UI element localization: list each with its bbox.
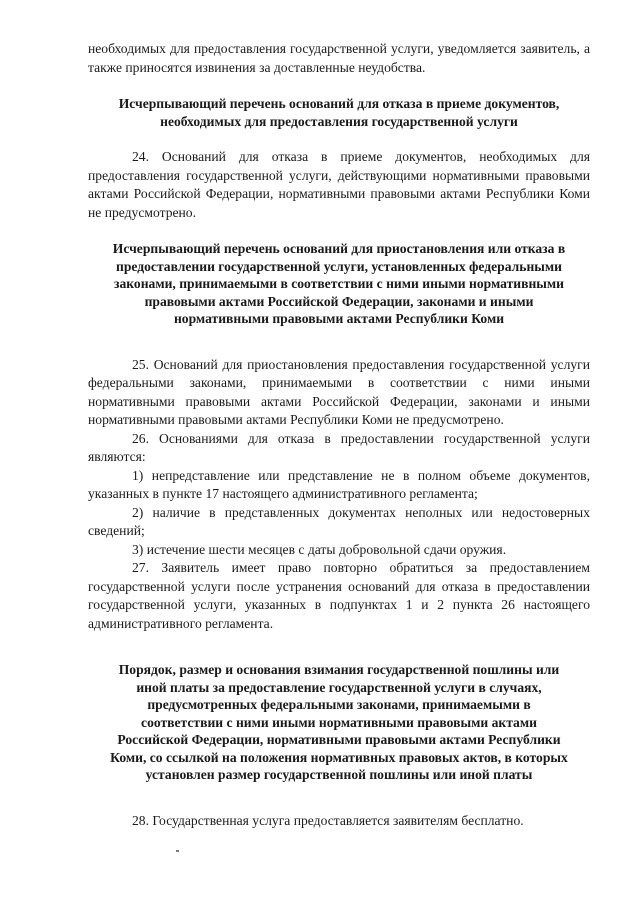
- section-heading-refusal-acceptance: Исчерпывающий перечень оснований для отказа в приеме документов, необходимых для предоставления государственной услуги: [118, 96, 560, 129]
- paragraph-24: 24. Оснований для отказа в приеме документов, необходимых для предоставления государственной услуги, действующими нормативными правовыми актами Российской Федерации, нормативными правовыми актами Республики Коми не предусмотрено.: [88, 149, 590, 220]
- paragraph-25: 25. Оснований для приостановления предоставления государственной услуги федеральными законами, принимаемыми в соответствии с ними иными нормативными правовыми актами Российской Федерации, законами и иными нормативными правовыми актами Республики Коми не предусмотрено.: [88, 356, 590, 427]
- scan-speck: [176, 850, 179, 852]
- section-heading-suspension-refusal: Исчерпывающий перечень оснований для приостановления или отказа в предоставлении государственной услуги, установленных федеральными законами, принимаемыми в соответствии с ними иными нормативными правовыми актами Российской Федерации, законами и иными нормативными правовыми актами Республики Коми: [112, 241, 566, 326]
- intro-continuation: необходимых для предоставления государственной услуги, уведомляется заявитель, а также приносятся извинения за доставленные неудобства.: [88, 41, 590, 75]
- paragraph-26-item-2: 2) наличие в представленных документах неполных или недостоверных сведений;: [88, 504, 590, 538]
- paragraph-26-item-3: 3) истечение шести месяцев с даты добровольной сдачи оружия.: [132, 541, 507, 557]
- paragraph-26: 26. Основаниями для отказа в предоставлении государственной услуги являются:: [88, 430, 590, 464]
- paragraph-28: 28. Государственная услуга предоставляется заявителям бесплатно.: [132, 812, 524, 828]
- paragraph-26-item-1: 1) непредставление или представление не в полном объеме документов, указанных в пункте 17 настоящего административного регламента;: [88, 467, 590, 501]
- section-heading-fee: Порядок, размер и основания взимания государственной пошлины или иной платы за предоставление государственной услуги в случаях, предусмотренных федеральными законами, принимаемыми в соответствии с ними иными нормативными правовыми актами Российской Федерации, нормативными правовыми актами Республики Коми, со ссылкой на положения нормативных правовых актов, в которых установлен размер государственной пошлины или иной платы: [110, 662, 568, 782]
- paragraph-27: 27. Заявитель имеет право повторно обратиться за предоставлением государственной услуги после устранения оснований для отказа в предоставлении государственной услуги, указанных в подпунктах 1 и 2 пункта 26 настоящего административного регламента.: [88, 560, 590, 631]
